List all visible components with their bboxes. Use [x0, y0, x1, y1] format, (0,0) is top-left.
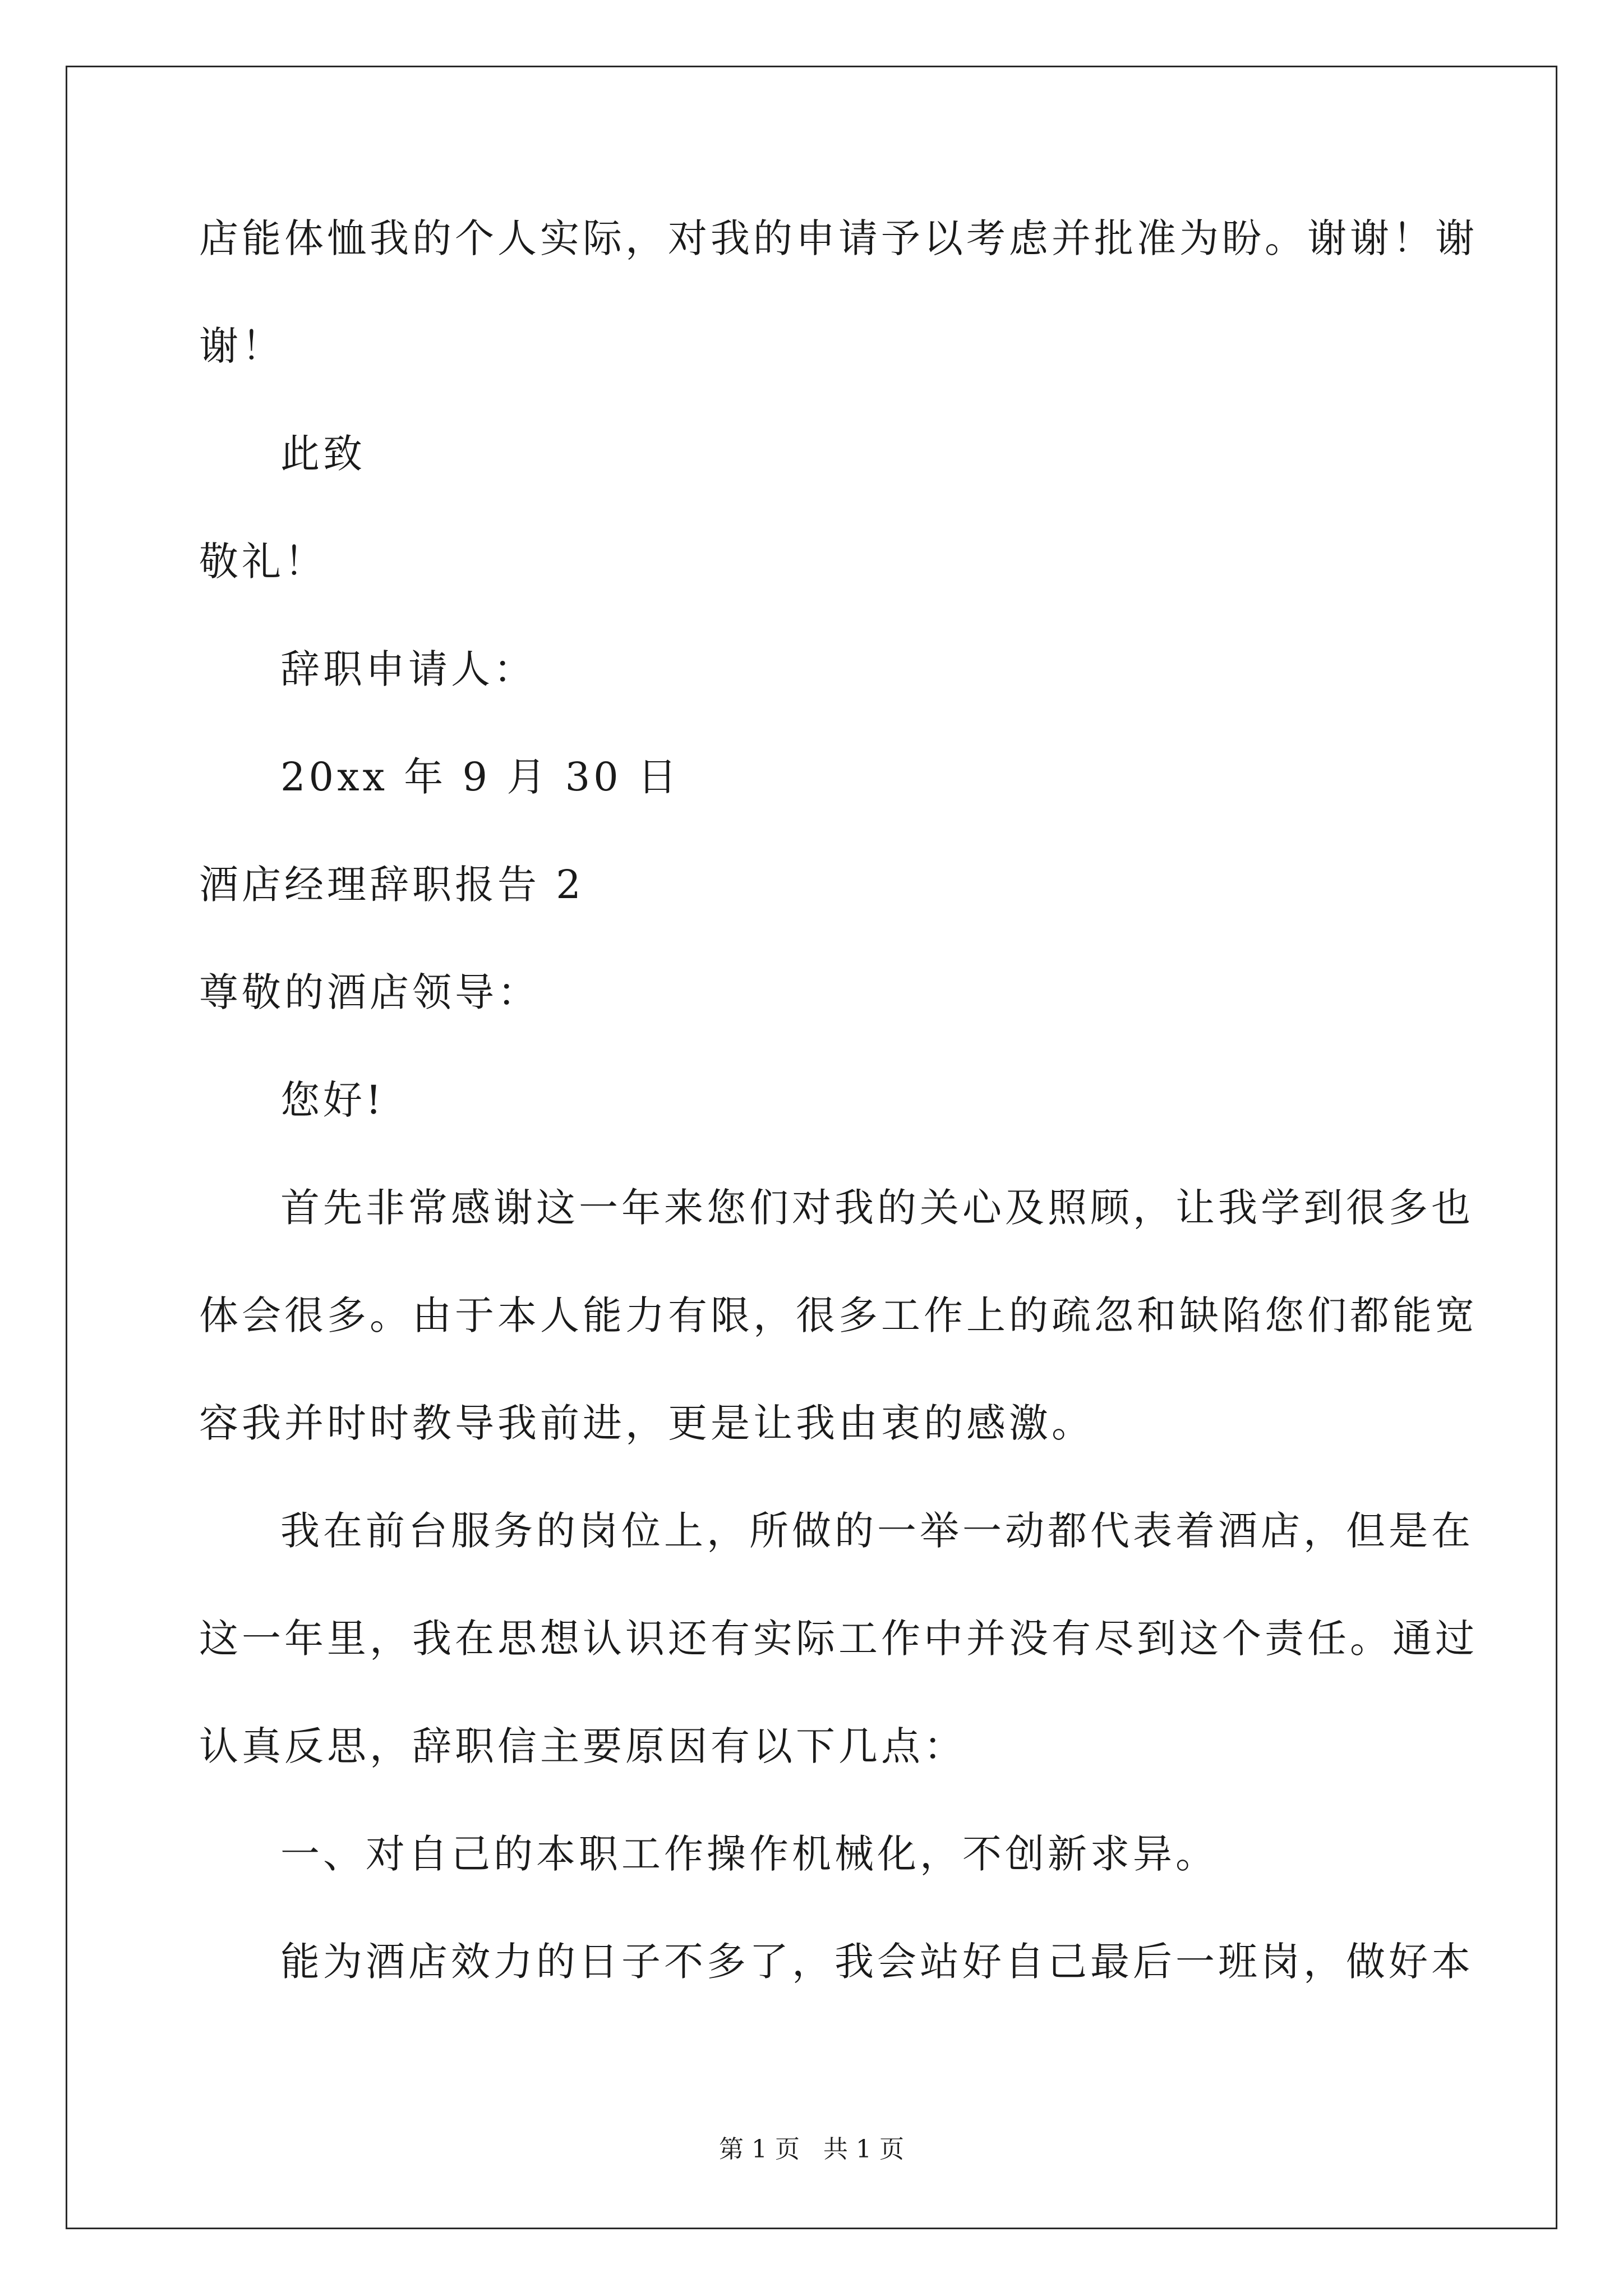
text-line: 敬礼！ — [199, 539, 327, 585]
text-line: 首先非常感谢这一年来您们对我的关心及照顾，让我学到很多也 — [280, 1185, 1474, 1231]
salutation: 尊敬的酒店领导： — [199, 969, 540, 1015]
text-line: 20xx 年 9 月 30 日 — [280, 754, 680, 800]
page-footer: 第 1 页 共 1 页 — [719, 2135, 904, 2164]
text-line: 此致 — [280, 431, 366, 477]
page-border — [66, 66, 1557, 2229]
greeting: 您好! — [280, 1077, 385, 1123]
text-line: 店能体恤我的个人实际，对我的申请予以考虑并批准为盼。谢谢！谢 — [199, 215, 1478, 261]
section-heading: 酒店经理辞职报告 2 — [199, 862, 584, 908]
text-line: 这一年里，我在思想认识还有实际工作中并没有尽到这个责任。通过 — [199, 1616, 1478, 1662]
text-line: 能为酒店效力的日子不多了，我会站好自己最后一班岗，做好本 — [280, 1939, 1474, 1985]
text-line: 辞职申请人： — [280, 646, 536, 692]
text-line: 一、对自己的本职工作操作机械化，不创新求异。 — [280, 1831, 1218, 1877]
text-line: 容我并时时教导我前进，更是让我由衷的感激。 — [199, 1400, 1094, 1446]
text-line: 我在前台服务的岗位上，所做的一举一动都代表着酒店，但是在 — [280, 1508, 1474, 1554]
text-line: 体会很多。由于本人能力有限，很多工作上的疏忽和缺陷您们都能宽 — [199, 1292, 1478, 1338]
text-line: 认真反思，辞职信主要原因有以下几点： — [199, 1723, 966, 1769]
text-line: 谢！ — [199, 323, 284, 369]
